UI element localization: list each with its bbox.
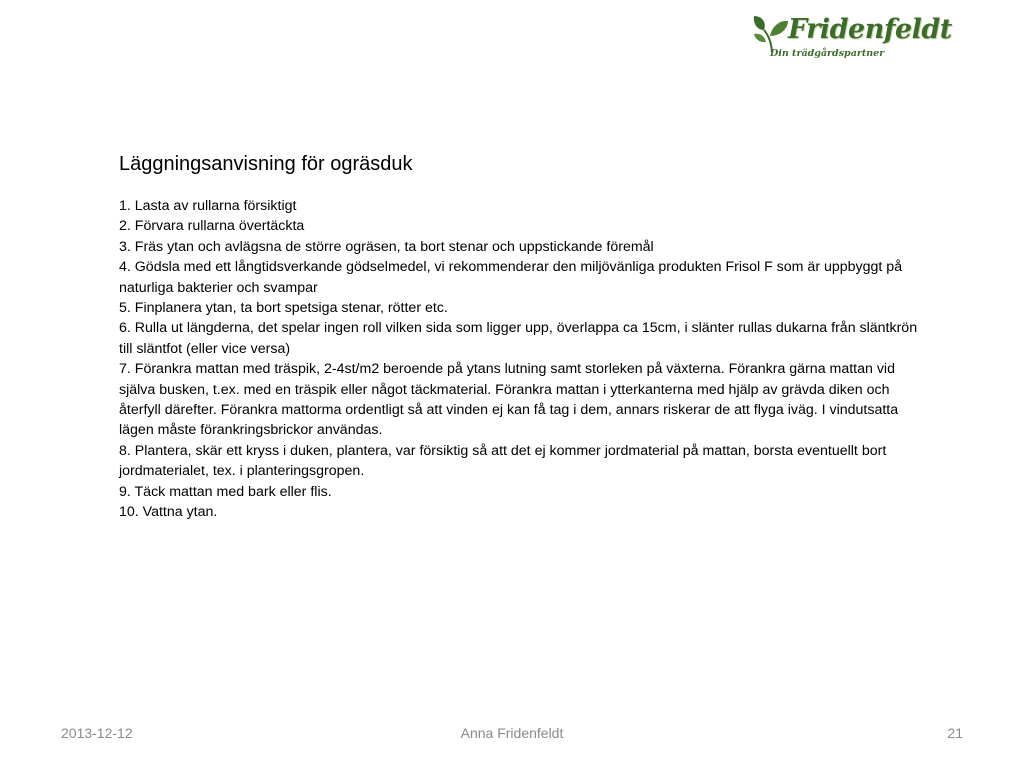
logo-brand-name: Fridenfeldt [788, 14, 952, 45]
footer-author: Anna Fridenfeldt [460, 725, 564, 741]
footer-date: 2013-12-12 [61, 725, 133, 741]
step-item: 3. Fräs ytan och avlägsna de större ogräsen, ta bort stenar och uppstickande föremål [119, 238, 654, 255]
step-item: 4. Gödsla med ett långtidsverkande gödselmedel, vi rekommenderar den miljövänliga produkten Frisol F som är uppbyggt på naturliga bakterier och svampar [119, 259, 903, 296]
page-title: Läggningsanvisning för ogräsduk [119, 153, 413, 175]
step-item: 8. Plantera, skär ett kryss i duken, plantera, var försiktig så att det ej kommer jordmaterial på mattan, borsta eventuellt bort jordmaterialet, tex. i planteringsgropen. [119, 442, 887, 480]
step-item: 7. Förankra mattan med träspik, 2-4st/m2 beroende på ytans lutning samt storleken på växterna. Förankra gärna mattan vid själva busken, t.ex. med en träspik eller något täckmaterial. Förankra mattan i ytterkanterna med hjälp av grävda diken och återfyll därefter. Förankra mattorma ordentligt så att vinden ej kan få tag i dem, annars riskerar de att flyga iväg. I vindutsatta lägen måste förankringsbrickor användas. [119, 361, 899, 439]
step-item: 1. Lasta av rullarna försiktigt [119, 198, 297, 214]
step-item: 6. Rulla ut längderna, det spelar ingen roll vilken sida som ligger upp, överlappa ca 15cm, i slänter rullas dukarna från släntkrön till släntfot (eller vice versa) [119, 320, 918, 357]
step-item: 10. Vattna ytan. [119, 504, 218, 521]
step-item: 5. Finplanera ytan, ta bort spetsiga stenar, rötter etc. [119, 300, 448, 317]
brand-logo [752, 12, 952, 64]
instruction-content [119, 150, 919, 523]
step-item: 2. Förvara rullarna övertäckta [119, 218, 305, 235]
step-item: 9. Täck mattan med bark eller flis. [119, 483, 332, 500]
page-number: 21 [947, 725, 963, 741]
steps-list [119, 196, 919, 523]
logo-tagline: Din trädgårdspartner [770, 48, 885, 59]
